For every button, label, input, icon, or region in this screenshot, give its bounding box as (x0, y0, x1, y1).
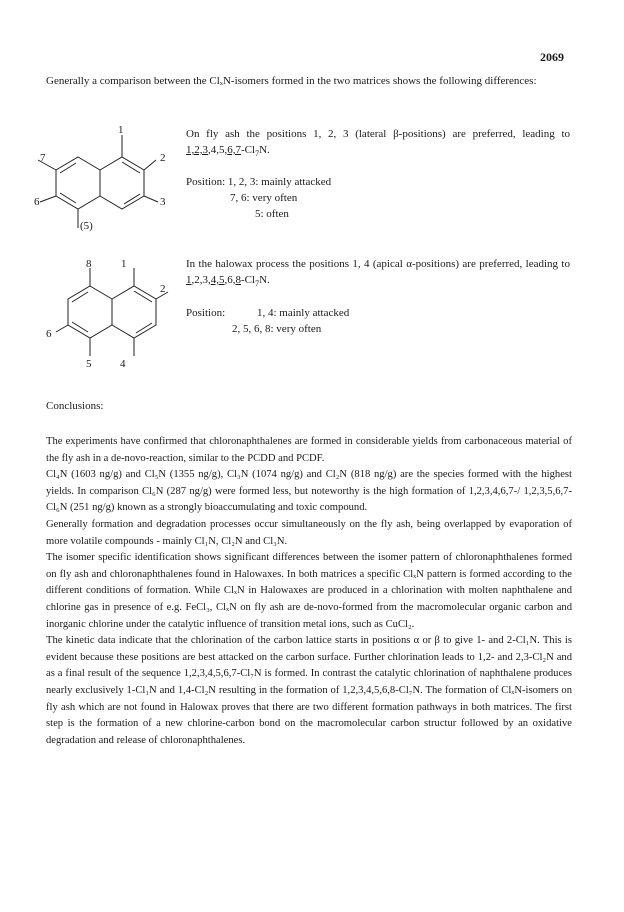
fly-ash-position-line-2: 7, 6: very often (230, 192, 298, 204)
position-label-5: (5) (80, 220, 93, 232)
position-label-7: 7 (40, 152, 46, 164)
fly-ash-position-line-3: 5: often (255, 208, 289, 220)
position-label-2: 2 (160, 152, 166, 164)
halowax-position-label-8: 8 (86, 258, 92, 270)
page-number: 2069 (540, 50, 564, 64)
fly-ash-description: On fly ash the positions 1, 2, 3 (lateral β-positions) are preferred, leading to $1,2,3,4,5,6,7-Cl_7N$. (186, 128, 570, 159)
halowax-position-label-6: 6 (46, 328, 52, 340)
position-label-3: 3 (160, 196, 166, 208)
halowax-position-label-2: 2 (160, 283, 166, 295)
halowax-position-label-4: 4 (120, 358, 126, 370)
paragraph-2: Cl₄N (1603 ng/g) and Cl₅N (1355 ng/g), Cl₃N (1074 ng/g) and Cl₂N (818 ng/g) are the species formed with the highest yields. In comparison Cl₆N (287 ng/g) were formed less, but noteworthy is the high formation of 1,2,3,4,6,7-/ 1,2,3,5,6,7-Cl₆N (251 ng/g) known as a strongly bioaccumulating and toxic compound. (46, 469, 572, 514)
paragraph-5: The kinetic data indicate that the chlorination of the carbon lattice starts in positions α or β to give 1- and 2-Cl₁N. This is evident because these positions are best attacked on the carbon surface. Further chlorination leads to 1,2- and 2,3-Cl₂N and as a final result of the sequence 1,2,3,4,5,6,7-Cl₇N is formed. In contrast the catalytic chlorination of naphthalene produces nearly exclusively 1-Cl₁N and 1,4-Cl₂N resulting in the formation of 1,2,3,4,5,6,8-Cl₇N. The formation of ClₓN-isomers on fly ash which are not found in Halowax proves that there are two different formation pathways in both matrices. The first step is the formation of a new chlorine-carbon bond on the macromolecular carbon structur followed by an oxidative degradation and release of chloronaphthalenes. (46, 635, 572, 746)
paragraph-1: The experiments have confirmed that chloronaphthalenes are formed in considerable yields from carbonaceous material of the fly ash in a de-novo-reaction, similar to the PCDD and PCDF. (46, 436, 572, 464)
conclusions-body (46, 434, 572, 749)
position-label-1: 1 (118, 124, 124, 136)
intro-text: Generally a comparison between the ClₓN-isomers formed in the two matrices shows the following differences: (46, 75, 537, 87)
paragraph-4: The isomer specific identification shows significant differences between the isomer pattern of chloronaphthalenes formed on fly ash and chloronaphthalenes found in Halowaxes. In both matrices a specific ClₓN pattern is formed according to the different conditions of formation. While ClₓN in Halowaxes are produced in a chlorination with molten naphthalene and chlorine gas in presence of e.g. FeCl₃, ClₓN on fly ash are de-novo-formed from the macromolecular organic carbon and inorganic chlorine under the catalytic influence of transition metal ions, such as CuCl₂. (46, 552, 572, 630)
halowax-position-label: Position: (186, 307, 226, 319)
halowax-position-label-1: 1 (121, 258, 127, 270)
halowax-position-line-2: 2, 5, 6, 8: very often (232, 323, 322, 335)
paragraph-3: Generally formation and degradation processes occur simultaneously on the fly ash, being overlapped by evaporation of more volatile compounds - mainly Cl₁N, Cl₂N and Cl₃N. (46, 518, 572, 547)
fly-ash-position-line-1: Position: 1, 2, 3: mainly attacked (186, 176, 332, 188)
halowax-position-line-1: 1, 4: mainly attacked (257, 307, 350, 319)
position-label-6: 6 (34, 196, 40, 208)
conclusions-heading: Conclusions: (46, 400, 104, 412)
halowax-description: In the halowax process the positions 1, 4 (apical α-positions) are preferred, leading to $1,2,3,4,5,6,8-Cl_7N$. (186, 258, 570, 289)
halowax-position-label-5: 5 (86, 358, 92, 370)
